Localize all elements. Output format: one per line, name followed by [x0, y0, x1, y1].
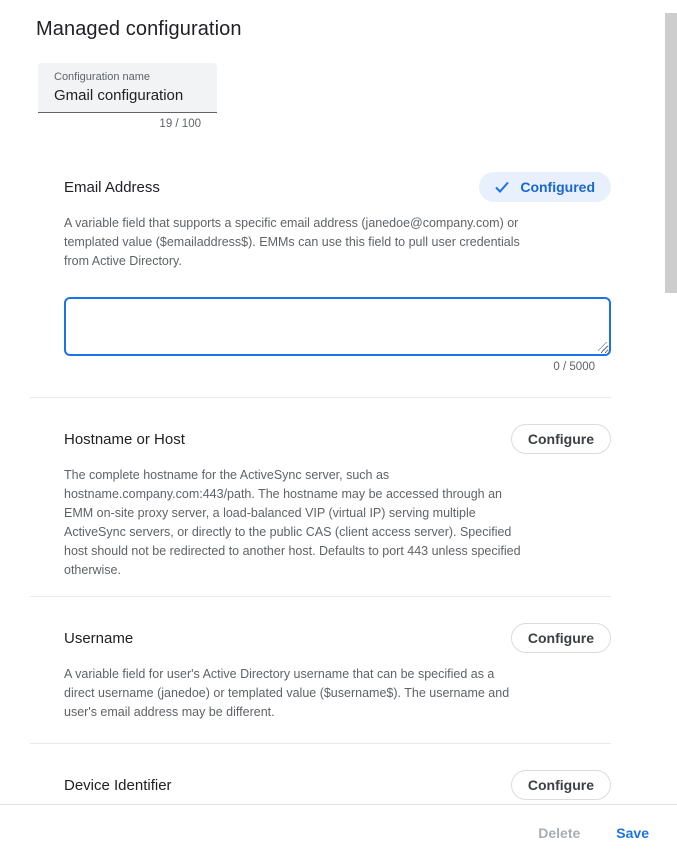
section-header — [64, 424, 611, 454]
section-divider — [30, 397, 611, 398]
delete-button[interactable]: Delete — [538, 825, 581, 841]
configuration-name-field[interactable] — [38, 63, 217, 113]
section-divider — [30, 596, 611, 597]
configured-chip[interactable] — [479, 172, 611, 202]
section-title-email-address: Email Address — [64, 178, 160, 196]
configuration-name-label: Configuration name — [54, 71, 151, 83]
configured-chip-label: Configured — [520, 179, 595, 195]
configuration-name-input[interactable] — [54, 84, 209, 104]
section-description-username: A variable field for user's Active Directory username that can be specified as a direct username (janedoe) or templated value ($username$). The username and user's email address may be different. — [64, 667, 510, 719]
section-title-device-identifier: Device Identifier — [64, 776, 172, 794]
section-title-username: Username — [64, 629, 134, 647]
section-description-hostname-or-host: The complete hostname for the ActiveSync server, such as hostname.company.com:443/path. The hostname may be accessed through an EMM on-site proxy server, a load-balanced VIP (virtual IP) serving multiple ActiveSync servers, or directly to the public CAS (client access server). Specified host should not be redirected to another host. Defaults to port 443 unless specified otherwise. — [64, 468, 521, 577]
configure-button-hostname[interactable]: Configure — [511, 424, 611, 454]
section-header — [64, 172, 611, 202]
email-address-textarea[interactable] — [64, 297, 611, 356]
section-hostname-or-host — [0, 424, 663, 580]
section-email-address — [0, 172, 663, 373]
configure-button-device-identifier[interactable]: Configure — [511, 770, 611, 800]
vertical-scrollbar-thumb[interactable] — [665, 13, 677, 293]
section-title-hostname-or-host: Hostname or Host — [64, 430, 185, 448]
section-header — [64, 770, 611, 800]
page-title: Managed configuration — [36, 18, 242, 40]
section-description-email-address: A variable field that supports a specific email address (janedoe@company.com) or templated value ($emailaddress$). EMMs can use this field to pull user credentials from Active Directory. — [64, 216, 520, 268]
section-header — [64, 623, 611, 653]
check-icon — [495, 181, 509, 193]
footer-action-bar — [0, 804, 677, 861]
email-address-counter: 0 / 5000 — [553, 361, 595, 373]
section-device-identifier — [0, 770, 663, 800]
configure-button-username[interactable]: Configure — [511, 623, 611, 653]
section-username — [0, 623, 663, 722]
email-address-textarea-wrap — [64, 297, 611, 356]
save-button[interactable]: Save — [616, 825, 649, 841]
section-divider — [30, 743, 611, 744]
configuration-name-counter: 19 / 100 — [159, 118, 201, 130]
